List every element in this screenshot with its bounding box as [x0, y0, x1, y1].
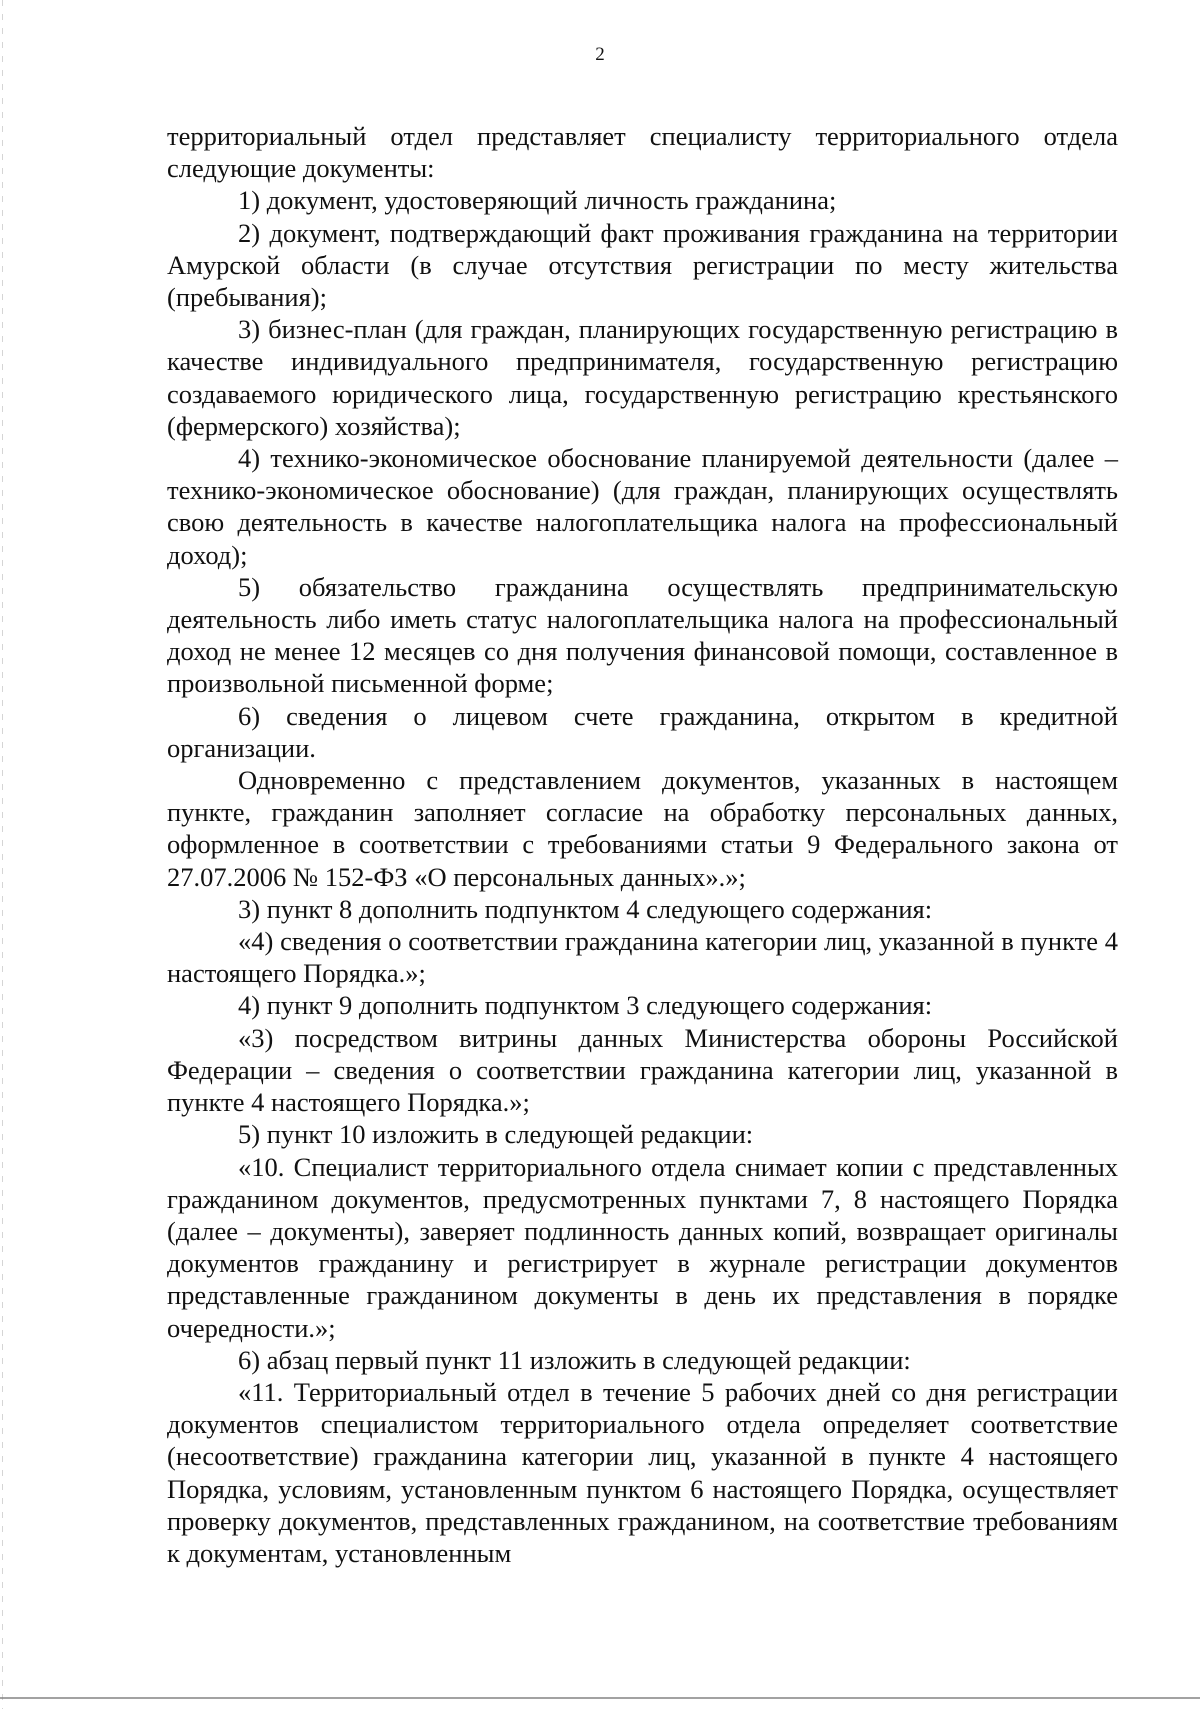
paragraph-2: 1) документ, удостоверяющий личность гражданина; — [238, 185, 837, 216]
paragraph-9: 3) пункт 8 дополнить подпунктом 4 следующего содержания: — [238, 893, 933, 924]
page-number: 2 — [595, 44, 605, 65]
paragraph-11: 4) пункт 9 дополнить подпунктом 3 следующего содержания: — [238, 990, 933, 1021]
paragraph-5: 4) технико-экономическое обоснование планируемой деятельности (далее – технико-экономическое обоснование) (для граждан, планирующих осуществлять свою деятельность в качестве налогоплательщика налога на профессиональный доход); — [167, 443, 1118, 570]
paragraph-10: «4) сведения о соответствии гражданина категории лиц, указанной в пункте 4 настоящего Порядка.»; — [167, 926, 1118, 989]
paragraph-13: 5) пункт 10 изложить в следующей редакции: — [238, 1119, 754, 1150]
paragraph-8: Одновременно с представлением документов, указанных в настоящем пункте, гражданин заполняет согласие на обработку персональных данных, оформленное в соответствии с требованиями статьи 9 Федерального закона от 27.07.2006 № 152-ФЗ «О персональных данных».»; — [167, 765, 1118, 892]
paragraph-6: 5) обязательство гражданина осуществлять предпринимательскую деятельность либо иметь статус налогоплательщика налога на профессиональный доход не менее 12 месяцев со дня получения финансовой помощи, составленное в произвольной письменной форме; — [167, 571, 1118, 699]
scan-edge-left — [2, 0, 3, 1709]
scan-edge-bottom — [0, 1697, 1200, 1699]
document-body — [167, 120, 1118, 1569]
paragraph-7: 6) сведения о лицевом счете гражданина, открытом в кредитной организации. — [167, 700, 1118, 763]
paragraph-16: «11. Территориальный отдел в течение 5 рабочих дней со дня регистрации документов специалистом территориального отдела определяет соответствие (несоответствие) гражданина категории лиц, указанной в пункте 4 настоящего Порядка, условиям, установленным пунктом 6 настоящего Порядка, осуществляет проверку документов, представленных гражданином, на соответствие требованиям к документам, установленным — [167, 1376, 1118, 1568]
paragraph-12: «3) посредством витрины данных Министерства обороны Российской Федерации – сведения о соответствии гражданина категории лиц, указанной в пункте 4 настоящего Порядка.»; — [167, 1022, 1118, 1118]
paragraph-3: 2) документ, подтверждающий факт проживания гражданина на территории Амурской области (в случае отсутствия регистрации по месту жительства (пребывания); — [167, 217, 1118, 313]
paragraph-4: 3) бизнес-план (для граждан, планирующих государственную регистрацию в качестве индивидуального предпринимателя, государственную регистрацию создаваемого юридического лица, государственную регистрацию крестьянского (фермерского) хозяйства); — [167, 314, 1118, 441]
paragraph-15: 6) абзац первый пункт 11 изложить в следующей редакции: — [238, 1344, 911, 1375]
paragraph-14: «10. Специалист территориального отдела снимает копии с представленных гражданином документов, предусмотренных пунктами 7, 8 настоящего Порядка (далее – документы), заверяет подлинность данных копий, возвращает оригиналы документов гражданину и регистрирует в журнале регистрации документов представленные гражданином документы в день их представления в порядке очередности.»; — [167, 1151, 1118, 1343]
paragraph-1: территориальный отдел представляет специалисту территориального отдела следующие документы: — [167, 121, 1118, 184]
